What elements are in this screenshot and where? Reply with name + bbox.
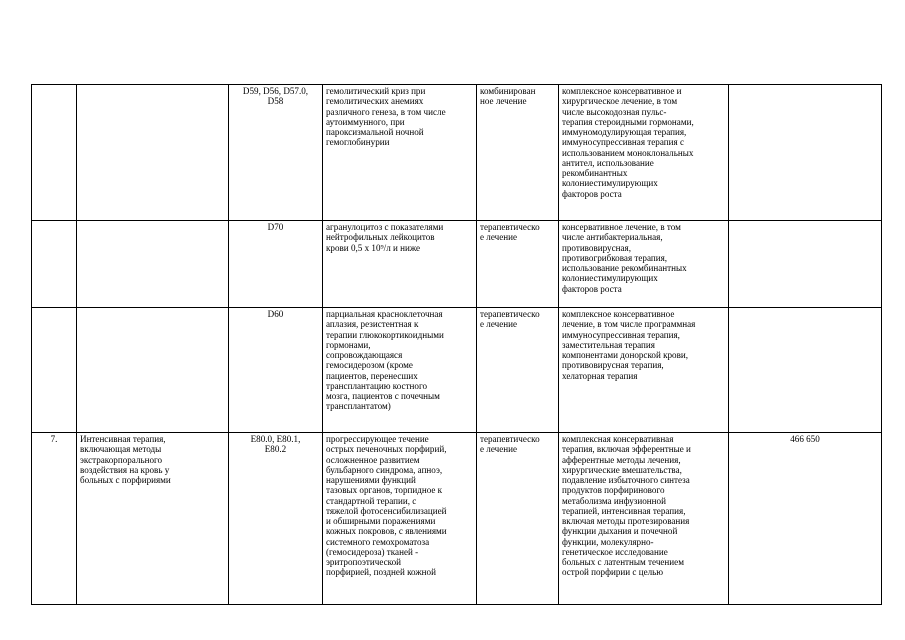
service-name: Интенсивная терапия, включающая методы экстракорпорального воздействия на кровь у больных с порфириями: [77, 433, 229, 605]
price: [729, 221, 882, 308]
price: [729, 308, 882, 433]
treatment-method: комплексное консервативное и хирургическое лечение, в том числе высокодозная пульс- терапия стероидными гормонами, иммуномодулирующая терапия, иммуносупрессивная терапия с использованием моноклональных антител, использование рекомбинантных колониестимулирующих факторов роста: [559, 85, 729, 221]
treatment-type: комбинирован ное лечение: [477, 85, 559, 221]
patient-model: гемолитический криз при гемолитических анемиях различного генеза, в том числе аутоиммунного, при пароксизмальной ночной гемоглобинурии: [323, 85, 477, 221]
service-name: [77, 85, 229, 221]
patient-model: парциальная красноклеточная аплазия, резистентная к терапии глюкокортикоидными гормонами, сопровождающаяся гемосидерозом (кроме пациентов, перенесших трансплантацию костного мозга, пациентов с почечным трансплантатом): [323, 308, 477, 433]
table-row: [32, 85, 882, 221]
treatment-type: терапевтическо е лечение: [477, 221, 559, 308]
treatment-type: терапевтическо е лечение: [477, 433, 559, 605]
icd-code: D70: [229, 221, 323, 308]
table-row: [32, 433, 882, 605]
services-table: [31, 84, 882, 605]
treatment-method: комплексное консервативное лечение, в том числе программная иммуносупрессивная терапия, заместительная терапия компонентами донорской крови, противовирусная терапия, хелаторная терапия: [559, 308, 729, 433]
service-name: [77, 221, 229, 308]
price: [729, 85, 882, 221]
row-number: [32, 221, 77, 308]
treatment-method: комплексная консервативная терапия, включая эфферентные и афферентные методы лечения, хирургические вмешательства, подавление избыточного синтеза продуктов порфиринового метаболизма инфузионной терапией, интенсивная терапия, включая методы протезирования функции дыхания и почечной функции, молекулярно- генетическое исследование больных с латентным течением острой порфирии с целью: [559, 433, 729, 605]
service-name: [77, 308, 229, 433]
patient-model: прогрессирующее течение острых печеночных порфирий, осложненное развитием бульбарного синдрома, апноэ, нарушениями функций тазовых органов, торпидное к стандартной терапии, с тяжелой фотосенсибилизацией и обширными поражениями кожных покровов, с явлениями системного гемохроматоза (гемосидероза) тканей - эритропоэтической порфирией, поздней кожной: [323, 433, 477, 605]
table-row: [32, 308, 882, 433]
row-number: 7.: [32, 433, 77, 605]
table-row: [32, 221, 882, 308]
row-number: [32, 85, 77, 221]
treatment-type: терапевтическо е лечение: [477, 308, 559, 433]
icd-code: D59, D56, D57.0, D58: [229, 85, 323, 221]
icd-code: E80.0, E80.1, E80.2: [229, 433, 323, 605]
row-number: [32, 308, 77, 433]
patient-model: агранулоцитоз с показателями нейтрофильных лейкоцитов крови 0,5 х 10⁹/л и ниже: [323, 221, 477, 308]
price: 466 650: [729, 433, 882, 605]
icd-code: D60: [229, 308, 323, 433]
treatment-method: консервативное лечение, в том числе антибактериальная, противовирусная, противогрибковая терапия, использование рекомбинантных колониестимулирующих факторов роста: [559, 221, 729, 308]
